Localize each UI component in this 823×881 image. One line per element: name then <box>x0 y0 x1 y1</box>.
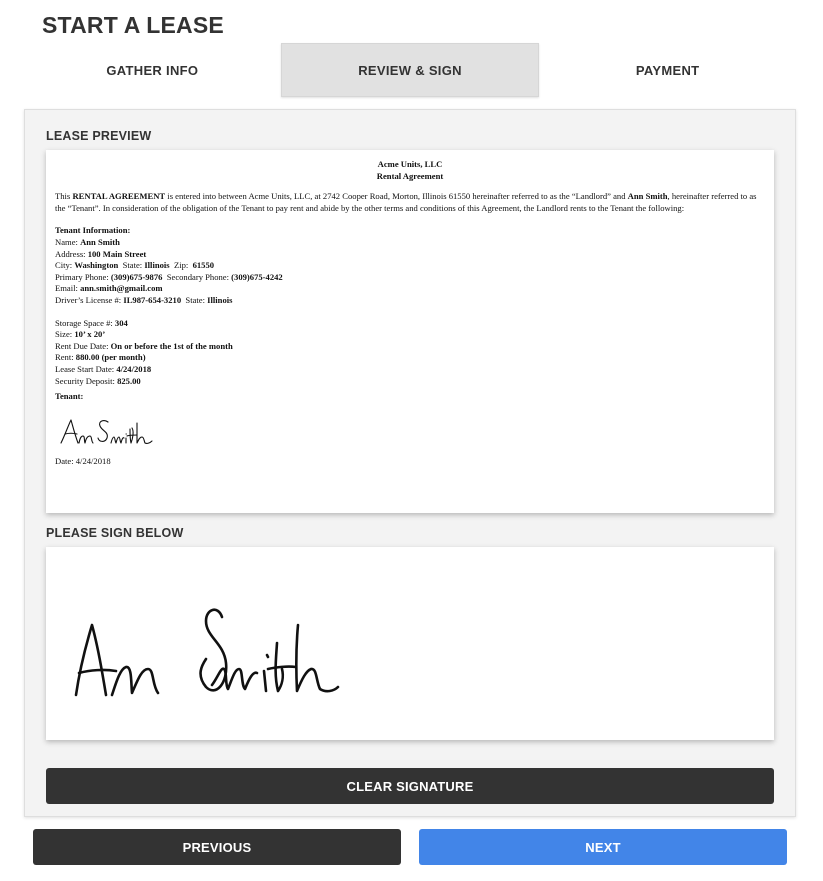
license-state-value: Illinois <box>207 294 233 305</box>
tenant-address-value: 100 Main Street <box>87 248 147 259</box>
license-state-label: State: <box>181 294 208 305</box>
lease-preview-label: LEASE PREVIEW <box>46 129 152 143</box>
signature-pad[interactable] <box>46 547 774 740</box>
tenant-zip-label: Zip: <box>169 260 193 271</box>
intro-bold-1: RENTAL AGREEMENT <box>72 191 166 202</box>
tenant-state-label: State: <box>118 260 145 271</box>
tenant-zip-value: 61550 <box>192 260 215 271</box>
signature-drawing <box>46 547 774 740</box>
intro-text-1: This <box>55 191 73 202</box>
secondary-phone-value: (309)675-4242 <box>231 271 283 282</box>
previous-button[interactable]: PREVIOUS <box>33 829 401 865</box>
page-title: START A LEASE <box>42 12 224 38</box>
intro-text-2: is entered into between Acme Units, LLC, at 2742 Cooper Road, Morton, Illinois 61550 hereinafter referred to as the “Landlord” and <box>165 191 628 202</box>
sign-below-label: PLEASE SIGN BELOW <box>46 526 184 540</box>
rent-line <box>55 352 765 364</box>
tenant-signature-label: Tenant: <box>55 391 84 402</box>
tenant-city-label: City: <box>55 260 75 271</box>
intro-bold-2: Ann Smith <box>627 191 668 202</box>
tenant-address-label: Address: <box>55 248 88 259</box>
step-tabs <box>24 43 796 97</box>
clear-signature-button[interactable]: CLEAR SIGNATURE <box>46 768 774 804</box>
size-line <box>55 329 765 341</box>
rent-label: Rent: <box>55 352 76 363</box>
deposit-line <box>55 376 765 388</box>
deposit-label: Security Deposit: <box>55 375 118 386</box>
license-label: Driver’s License #: <box>55 294 124 305</box>
lease-start-line <box>55 364 765 376</box>
step-gather-info[interactable]: GATHER INFO <box>106 62 199 78</box>
lease-start-label: Lease Start Date: <box>55 363 117 374</box>
doc-company-name: Acme Units, LLC <box>377 159 443 169</box>
next-button[interactable]: NEXT <box>419 829 787 865</box>
tenant-name-value: Ann Smith <box>80 236 120 247</box>
storage-space-value: 304 <box>114 317 128 328</box>
lease-start-value: 4/24/2018 <box>116 363 152 374</box>
email-value: ann.smith@gmail.com <box>80 283 163 294</box>
deposit-value: 825.00 <box>117 375 141 386</box>
step-review-sign[interactable]: REVIEW & SIGN <box>281 43 540 97</box>
tenant-license-line <box>55 295 765 307</box>
tenant-city-value: Washington <box>74 260 119 271</box>
size-label: Size: <box>55 329 75 340</box>
email-label: Email: <box>55 283 81 294</box>
review-panel <box>24 109 796 817</box>
tenant-city-line <box>55 260 765 272</box>
tenant-signature-image <box>59 417 765 453</box>
license-value: IL987-654-3210 <box>123 294 182 305</box>
tenant-state-value: Illinois <box>144 260 170 271</box>
step-payment[interactable]: PAYMENT <box>635 62 700 78</box>
primary-phone-label: Primary Phone: <box>55 271 111 282</box>
primary-phone-value: (309)675-9876 <box>110 271 163 282</box>
tenant-name-label: Name: <box>55 236 81 247</box>
storage-space-label: Storage Space #: <box>55 317 115 328</box>
storage-space-line <box>55 318 765 330</box>
doc-title: Rental Agreement <box>376 170 444 181</box>
tenant-name-line <box>55 237 765 249</box>
doc-intro-paragraph <box>55 191 765 214</box>
tenant-address-line <box>55 249 765 261</box>
lease-preview-document <box>46 150 774 513</box>
rent-value: 880.00 (per month) <box>75 352 146 363</box>
size-value: 10’ x 20’ <box>74 329 106 340</box>
tenant-email-line <box>55 283 765 295</box>
rent-due-line <box>55 341 765 353</box>
secondary-phone-label: Secondary Phone: <box>162 271 232 282</box>
intro-text-3: , hereinafter referred to as the “Tenant”. In consideration of the obligation of the Tenant to pay rent and abide by the other terms and conditions of this Agreement, the Landlord rents to the Tenant the following: <box>55 191 757 213</box>
tenant-info-title: Tenant Information: <box>55 225 131 236</box>
tenant-phone-line <box>55 272 765 284</box>
signature-date: Date: 4/24/2018 <box>55 456 111 467</box>
rent-due-label: Rent Due Date: <box>55 340 111 351</box>
rent-due-value: On or before the 1st of the month <box>110 340 233 351</box>
